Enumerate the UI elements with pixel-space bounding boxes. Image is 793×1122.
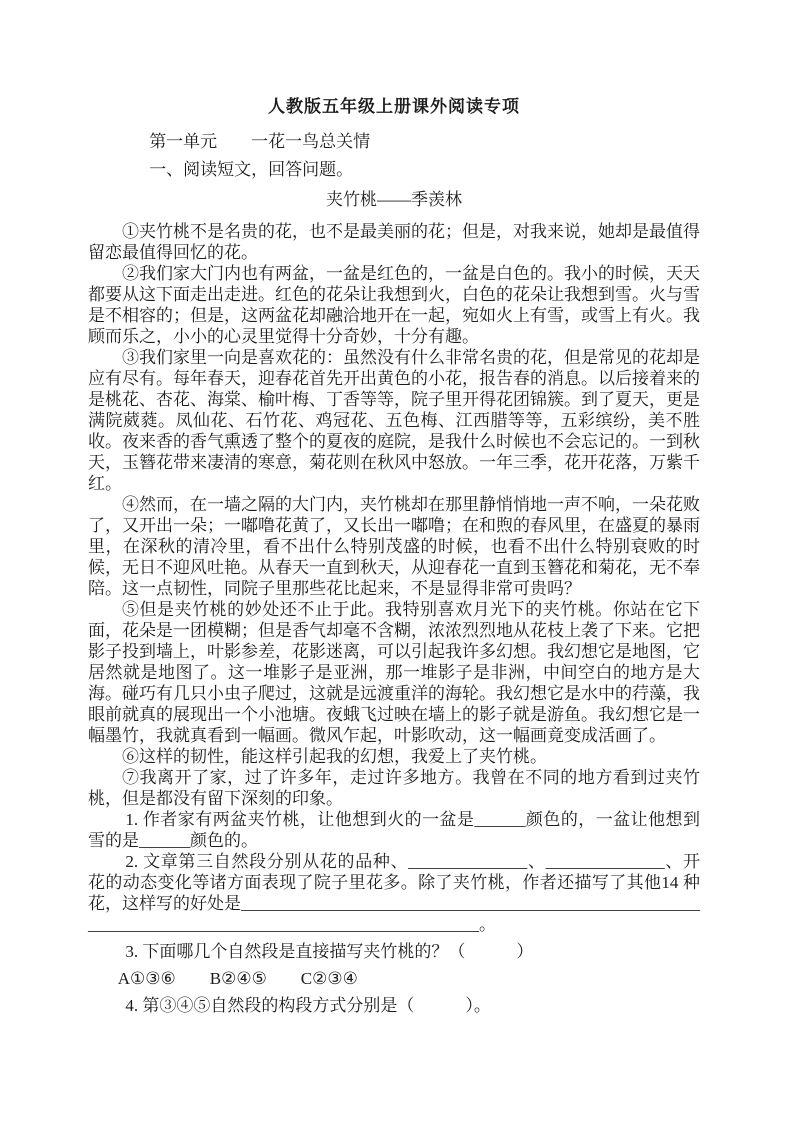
question-3: 3. 下面哪几个自然段是直接描写夹竹桃的？（ ） — [125, 942, 534, 961]
unit-heading: 第一单元 一花一鸟总关情 — [149, 132, 371, 151]
question-3-options: A①③⑥ B②④⑤ C②③④ — [117, 969, 358, 988]
paragraph-6: ⑥这样的韧性，能这样引起我的幻想，我爱上了夹竹桃。 — [122, 747, 547, 766]
question-4: 4. 第③④⑤自然段的构段方式分别是（ ）。 — [125, 996, 491, 1015]
page-title: 人教版五年级上册课外阅读专项 — [268, 97, 520, 116]
paragraph-4: ④然而，在一墙之隔的大门内，夹竹桃却在那里静悄悄地一声不响，一朵花败了，又开出一朵；一嘟噜花黄了，又长出一嘟噜；在和煦的春风里，在盛夏的暴雨里，在深秋的清冷里，看不出什么特别茂盛的时候，也看不出什么特别衰败的时候，无日不迎风吐艳。从春天一直到秋天，从迎春花一直到玉簪花和菊花，无不奉陪。这一点韧性，同院子里那些花比起来，不是显得非常可贵吗？ — [88, 495, 700, 598]
article-title: 夹竹桃——季羡林 — [326, 190, 462, 209]
question-1: 1. 作者家有两盆夹竹桃，让他想到火的一盆是______颜色的，一盆让他想到雪的是______颜色的。 — [88, 810, 700, 850]
section-heading: 一、阅读短文，回答问题。 — [149, 160, 354, 179]
paragraph-7: ⑦我离开了家，过了许多年，走过许多地方。我曾在不同的地方看到过夹竹桃，但是都没有留下深刻的印象。 — [88, 768, 700, 808]
question-2: 2. 文章第三自然段分别从花的品种、______________、______________、开花的动态变化等诸方面表现了院子里花多。除了夹竹桃，作者还描写了其他14 种花，这样写的好处是____________________________________________________________________________________________________。 — [88, 852, 700, 934]
paragraph-3: ③我们家里一向是喜欢花的：虽然没有什么非常名贵的花，但是常见的花却是应有尽有。每年春天，迎春花首先开出黄色的小花，报告春的消息。以后接着来的是桃花、杏花、海棠、榆叶梅、丁香等等，院子里开得花团锦簇。到了夏天，更是满院葳蕤。凤仙花、石竹花、鸡冠花、五色梅、江西腊等等，五彩缤纷，美不胜收。夜来香的香气熏透了整个的夏夜的庭院，是我什么时候也不会忘记的。一到秋天，玉簪花带来凄清的寒意，菊花则在秋风中怒放。一年三季，花开花落，万紫千红。 — [88, 348, 700, 493]
paragraph-5: ⑤但是夹竹桃的妙处还不止于此。我特别喜欢月光下的夹竹桃。你站在它下面，花朵是一团模糊；但是香气却毫不含糊，浓浓烈烈地从花枝上袭了下来。它把影子投到墙上，叶影参差，花影迷离，可以引起我许多幻想。我幻想它是地图，它居然就是地图了。这一堆影子是亚洲，那一堆影子是非洲，中间空白的地方是大海。碰巧有几只小虫子爬过，这就是远渡重洋的海轮。我幻想它是水中的荇藻，我眼前就真的展现出一个小池塘。夜蛾飞过映在墙上的影子就是游鱼。我幻想它是一幅墨竹，我就真看到一幅画。微风乍起，叶影吹动，这一幅画竟变成活画了。 — [88, 600, 700, 745]
paragraph-1: ①夹竹桃不是名贵的花，也不是最美丽的花；但是，对我来说，她却是最值得留恋最值得回忆的花。 — [88, 222, 700, 262]
paragraph-2: ②我们家大门内也有两盆，一盆是红色的，一盆是白色的。我小的时候，天天都要从这下面走出走进。红色的花朵让我想到火，白色的花朵让我想到雪。火与雪是不相容的；但是，这两盆花却融洽地开在一起，宛如火上有雪，或雪上有火。我顾而乐之，小小的心灵里觉得十分奇妙，十分有趣。 — [88, 264, 700, 346]
